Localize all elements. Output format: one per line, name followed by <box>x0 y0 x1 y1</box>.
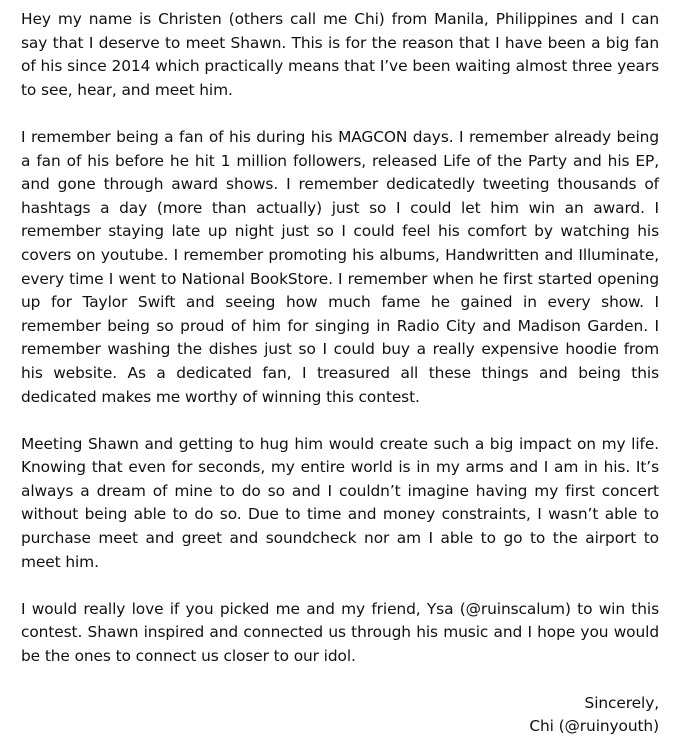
paragraph-request: I would really love if you picked me and my friend, Ysa (@ruinscalum) to win this contest. Shawn inspired and connected us through his music and I hope you would be the ones to connect us closer to our idol. <box>21 599 659 666</box>
signoff <box>21 692 659 738</box>
signature-text: Chi (@ruinyouth) <box>529 717 659 736</box>
paragraph-memories: I remember being a fan of his during his MAGCON days. I remember already being a fan of his before he hit 1 million followers, released Life of the Party and his EP, and gone through award shows. I remember dedicatedly tweeting thousands of hashtags a day (more than actually) just so I could let him win an award. I remember staying late up night just so I could feel his comfort by watching his covers on youtube. I remember promoting his albums, Handwritten and Illuminate, every time I went to National BookStore. I remember when he first started opening up for Taylor Swift and seeing how much fame he gained in every show. I remember being so proud of him for singing in Radio City and Madison Garden. I remember washing the dishes just so I could buy a really expensive hoodie from his website. As a dedicated fan, I treasured all these things and being this dedicated makes me worthy of winning this contest. <box>21 127 659 406</box>
paragraph-intro: Hey my name is Christen (others call me Chi) from Manila, Philippines and I can say that I deserve to meet Shawn. This is for the reason that I have been a big fan of his since 2014 which practically means that I’ve been waiting almost three years to see, hear, and meet him. <box>21 10 659 99</box>
paragraph-meeting: Meeting Shawn and getting to hug him would create such a big impact on my life. Knowing that even for seconds, my entire world is in my arms and I am in his. It’s always a dream of mine to do so and I couldn’t imagine having my first concert without being able to do so. Due to time and money constraints, I wasn’t able to purchase meet and greet and soundcheck nor am I able to go to the airport to meet him. <box>21 434 659 571</box>
closing-text: Sincerely, <box>584 694 659 713</box>
